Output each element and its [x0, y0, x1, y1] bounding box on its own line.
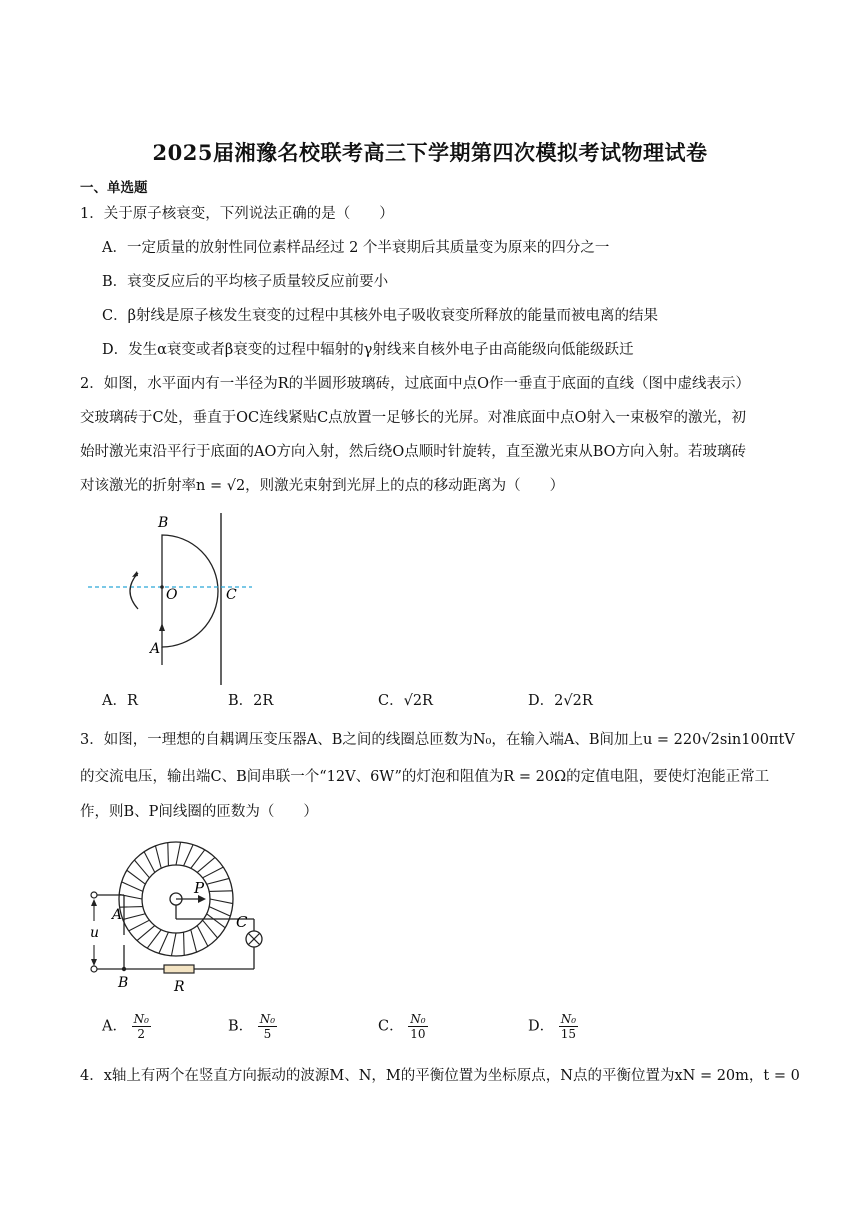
coil-winding	[123, 914, 146, 920]
q1-option-d: D．发生α衰变或者β衰变的过程中辐射的γ射线来自核外电子由高能级向低能级跃迁	[102, 342, 634, 358]
q3-choice-a-denominator: 2	[137, 1027, 146, 1041]
q3-choice-d-fraction	[559, 1012, 578, 1041]
q3-label-u: u	[90, 925, 100, 941]
q3-label-b: B	[118, 975, 129, 991]
q2-stem-line2: 交玻璃砖于C处，垂直于OC连线紧贴C点放置一足够长的光屏。对准底面中点O射入一束极窄的激光，初	[80, 410, 747, 426]
page-title: 2025届湘豫名校联考高三下学期第四次模拟考试物理试卷	[152, 140, 708, 165]
q2-choice-b: B．2R	[228, 693, 274, 709]
coil-winding	[191, 930, 197, 953]
q1-option-b: B．衰变反应后的平均核子质量较反应前要小	[102, 274, 389, 290]
q3-choice-d-label: D．	[528, 1018, 555, 1035]
coil-winding	[134, 860, 149, 878]
q3-choice-a-label: A．	[102, 1018, 127, 1035]
q2-stem-line3: 始时激光束沿平行于底面的AO方向入射，然后绕O点顺时针旋转，直至激光束从BO方向入射。若玻璃砖	[80, 444, 747, 460]
q3-choice-d	[528, 1012, 578, 1041]
q2-semicircle-figure	[80, 505, 280, 685]
coil-winding	[197, 857, 215, 872]
q3-label-c: C	[236, 913, 248, 931]
coil-winding	[155, 846, 161, 869]
q3-choice-d-denominator: 15	[560, 1027, 577, 1041]
coil-winding	[207, 878, 230, 884]
q1-option-c: C．β射线是原子核发生衰变的过程中其核外电子吸收衰变所释放的能量而被电离的结果	[102, 308, 658, 324]
coil-winding	[120, 907, 143, 908]
q2-label-a: A	[150, 641, 161, 657]
q3-choice-b-denominator: 5	[263, 1027, 272, 1041]
q3-choice-c-numerator: N₀	[410, 1012, 426, 1026]
q3-choice-b-label: B．	[228, 1018, 254, 1035]
coil-winding	[209, 891, 232, 892]
q1-option-a: A．一定质量的放射性同位素样品经过 2 个半衰期后其质量变为原来的四分之一	[102, 240, 610, 256]
q2-label-o: O	[166, 587, 178, 603]
q3-stem-line3: 作，则B、P间线圈的匝数为（ ）	[80, 804, 318, 820]
coil-winding	[191, 850, 205, 869]
q3-autotransformer-figure	[84, 835, 284, 997]
q3-choice-a	[102, 1012, 151, 1041]
q3-choice-c-label: C．	[378, 1018, 404, 1035]
q3-choice-b-fraction	[258, 1012, 277, 1041]
q4-stem-line1: 4．x轴上有两个在竖直方向振动的波源M、N，M的平衡位置为坐标原点，N点的平衡位置为xN = 20m，t = 0	[80, 1068, 800, 1084]
q2-stem-line1: 2．如图，水平面内有一半径为R的半圆形玻璃砖，过底面中点O作一垂直于底面的直线（图中虚线表示）	[80, 376, 751, 392]
coil-winding	[210, 899, 233, 904]
coil-winding	[203, 920, 218, 938]
q3-label-p: P	[194, 879, 205, 897]
q2-choice-a: A．R	[102, 693, 138, 709]
q3-label-r: R	[174, 979, 185, 995]
coil-winding	[209, 907, 230, 917]
coil-winding	[197, 926, 208, 947]
q3-stem-line2: 的交流电压，输出端C、B间串联一个“12V、6W”的灯泡和阻值为R = 20Ω的定值电阻，要使灯泡能正常工	[80, 769, 770, 785]
coil-winding	[159, 932, 169, 953]
q1-stem: 1．关于原子核衰变，下列说法正确的是（ ）	[80, 206, 394, 222]
q3-choice-c-fraction	[408, 1012, 427, 1041]
q3-choice-a-fraction	[132, 1012, 151, 1041]
q3-stem-line1: 3．如图，一理想的自耦调压变压器A、B之间的线圈总匝数为N₀，在输入端A、B间加上u = 220√2sin100πtV	[80, 732, 795, 748]
q2-choice-c: C．√2R	[378, 693, 433, 709]
q2-label-b: B	[158, 515, 169, 531]
coil-winding	[184, 845, 194, 866]
q3-choice-b-numerator: N₀	[259, 1012, 276, 1026]
q3-choice-c	[378, 1012, 428, 1041]
section-heading: 一、单选题	[80, 180, 148, 196]
coil-winding	[122, 882, 143, 892]
coil-winding	[137, 926, 155, 941]
q3-label-a: A	[112, 907, 123, 923]
coil-winding	[176, 842, 181, 865]
q2-label-c: C	[226, 587, 237, 603]
q2-stem-line4: 对该激光的折射率n = √2，则激光束射到光屏上的点的移动距离为（ ）	[80, 478, 565, 494]
coil-winding	[168, 843, 169, 866]
coil-winding	[171, 933, 176, 956]
coil-winding	[203, 867, 224, 878]
coil-winding	[144, 852, 155, 873]
q3-choice-d-numerator: N₀	[560, 1012, 577, 1026]
q3-choice-c-denominator: 10	[410, 1027, 426, 1041]
coil-winding	[207, 914, 226, 928]
coil-winding	[147, 930, 161, 949]
q2-choice-d: D．2√2R	[528, 693, 593, 709]
coil-winding	[127, 870, 146, 884]
coil-winding	[184, 932, 185, 955]
q3-choice-a-numerator: N₀	[133, 1012, 149, 1026]
q3-choice-b	[228, 1012, 277, 1041]
coil-winding	[129, 920, 150, 931]
